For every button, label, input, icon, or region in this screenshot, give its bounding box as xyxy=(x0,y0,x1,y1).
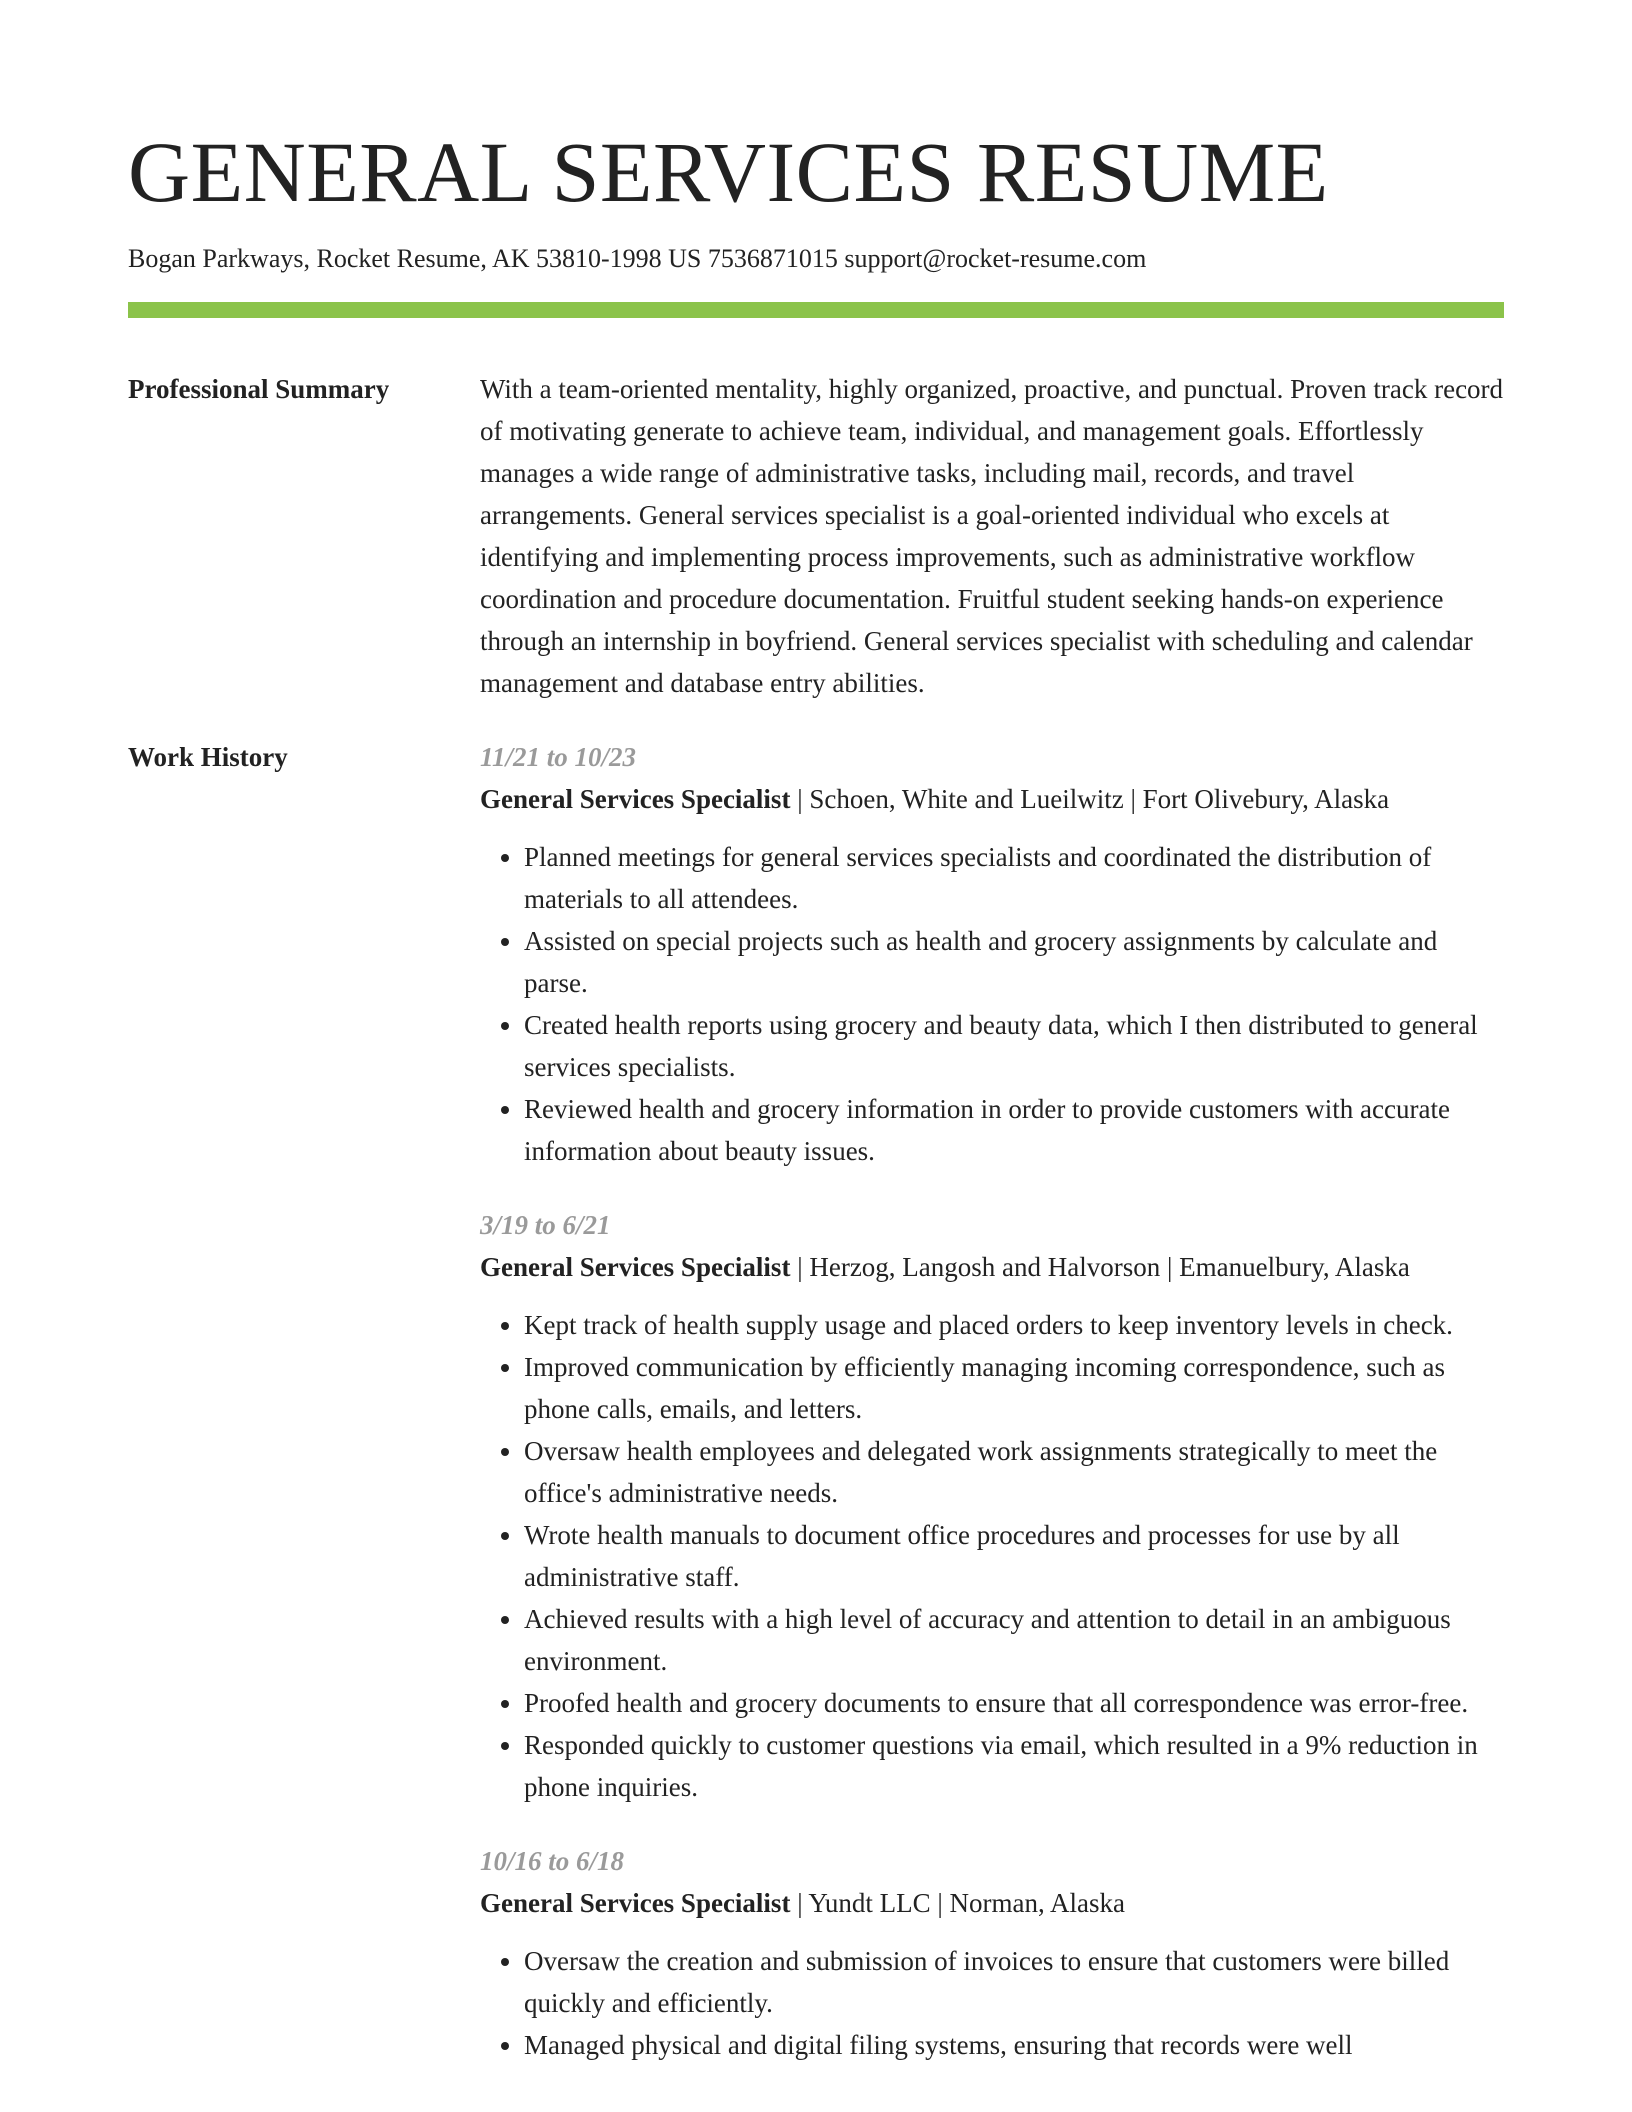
job-bullet: • Wrote health manuals to document office procedures and processes for use by all administrative staff. xyxy=(524,1514,1504,1598)
job-bullet: • Created health reports using grocery and beauty data, which I then distributed to general services specialists. xyxy=(524,1004,1504,1088)
job-entry xyxy=(480,736,1504,1172)
job-bullet: • Reviewed health and grocery information in order to provide customers with accurate information about beauty issues. xyxy=(524,1088,1504,1172)
job-details: | Schoen, White and Lueilwitz | Fort Olivebury, Alaska xyxy=(790,784,1390,814)
job-bullet: • Proofed health and grocery documents to ensure that all correspondence was error-free. xyxy=(524,1682,1504,1724)
job-bullet: • Improved communication by efficiently managing incoming correspondence, such as phone calls, emails, and letters. xyxy=(524,1346,1504,1430)
job-bullet: • Responded quickly to customer questions via email, which resulted in a 9% reduction in phone inquiries. xyxy=(524,1724,1504,1808)
work-history-section xyxy=(128,736,1504,2098)
work-history-body xyxy=(480,736,1504,2098)
job-bullets xyxy=(480,836,1504,1172)
resume-page xyxy=(128,0,1504,2098)
job-bullet: • Managed physical and digital filing systems, ensuring that records were well xyxy=(524,2024,1504,2066)
section-label-summary: Professional Summary xyxy=(128,374,390,404)
job-details: | Herzog, Langosh and Halvorson | Emanuelbury, Alaska xyxy=(790,1252,1410,1282)
professional-summary-section xyxy=(128,368,1504,704)
section-label-work-history: Work History xyxy=(128,742,288,772)
resume-title: GENERAL SERVICES RESUME xyxy=(128,124,1329,220)
job-bullets xyxy=(480,1940,1504,2066)
job-bullet: • Kept track of health supply usage and placed orders to keep inventory levels in check. xyxy=(524,1304,1504,1346)
contact-line: Bogan Parkways, Rocket Resume, AK 53810-1998 US 7536871015 support@rocket-resume.com xyxy=(128,244,1147,273)
job-details: | Yundt LLC | Norman, Alaska xyxy=(790,1888,1125,1918)
job-dates: 3/19 to 6/21 xyxy=(480,1210,611,1240)
job-title: General Services Specialist xyxy=(480,1888,791,1918)
job-title: General Services Specialist xyxy=(480,784,791,814)
summary-body xyxy=(480,368,1504,704)
job-title-line xyxy=(480,1246,1504,1288)
job-bullets xyxy=(480,1304,1504,1808)
job-title-line xyxy=(480,1882,1504,1924)
job-bullet: • Oversaw the creation and submission of invoices to ensure that customers were billed quickly and efficiently. xyxy=(524,1940,1504,2024)
job-title-line xyxy=(480,778,1504,820)
job-dates: 10/16 to 6/18 xyxy=(480,1846,625,1876)
job-entry xyxy=(480,1204,1504,1808)
job-bullet: • Assisted on special projects such as health and grocery assignments by calculate and parse. xyxy=(524,920,1504,1004)
accent-divider xyxy=(128,302,1504,318)
job-bullet: • Achieved results with a high level of accuracy and attention to detail in an ambiguous environment. xyxy=(524,1598,1504,1682)
summary-text: With a team-oriented mentality, highly organized, proactive, and punctual. Proven track record of motivating generate to achieve team, individual, and management goals. Effortlessly manages a wide range of administrative tasks, including mail, records, and travel arrangements. General services specialist is a goal-oriented individual who excels at identifying and implementing process improvements, such as administrative workflow coordination and procedure documentation. Fruitful student seeking hands-on experience through an internship in boyfriend. General services specialist with scheduling and calendar management and database entry abilities. xyxy=(480,374,1504,698)
job-dates: 11/21 to 10/23 xyxy=(480,742,637,772)
job-bullet: • Oversaw health employees and delegated work assignments strategically to meet the office's administrative needs. xyxy=(524,1430,1504,1514)
job-title: General Services Specialist xyxy=(480,1252,791,1282)
job-entry xyxy=(480,1840,1504,2066)
job-bullet: • Planned meetings for general services specialists and coordinated the distribution of materials to all attendees. xyxy=(524,836,1504,920)
